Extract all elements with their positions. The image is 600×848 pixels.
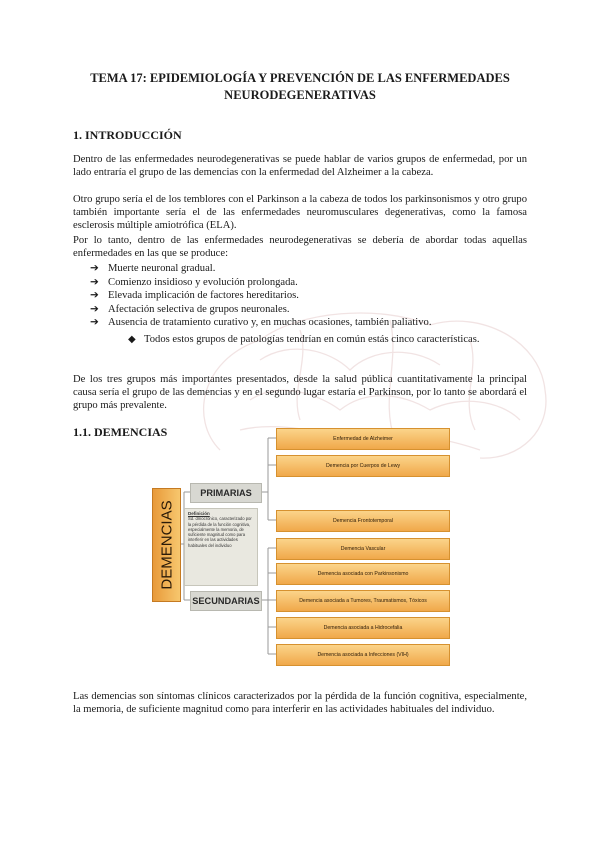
list-item: ➔ Ausencia de tratamiento curativo y, en muchas ocasiones, también paliativo. xyxy=(90,317,432,329)
diagram-leaf-parkinsonismo: Demencia asociada con Parkinsonismo xyxy=(276,563,450,585)
diagram-leaf-vascular: Demencia Vascular xyxy=(276,538,450,560)
diagram-leaf-frontotemporal: Demencia Frontotemporal xyxy=(276,510,450,532)
document-title: TEMA 17: EPIDEMIOLOGÍA Y PREVENCIÓN DE LAS ENFERMEDADES NEURODEGENERATIVAS xyxy=(90,71,510,102)
diagram-leaf-tumores: Demencia asociada a Tumores, Traumatismos, Tóxicos xyxy=(276,590,450,612)
list-item: ➔ Comienzo insidioso y evolución prolongada. xyxy=(90,276,298,288)
sub-bullet xyxy=(128,333,527,346)
list-item: ➔ Muerte neuronal gradual. xyxy=(90,263,216,274)
section-heading-demencias: 1.1. DEMENCIAS xyxy=(73,425,168,439)
paragraph-5: Las demencias son síntomas clínicos caracterizados por la pérdida de la función cognitiva, especialmente, la memoria, de suficiente magnitud como para interferir en las actividades habituales del individuo. xyxy=(73,691,527,716)
paragraph-3: Por lo tanto, dentro de las enfermedades neurodegenerativas se debería de abordar todas aquellas enfermedades en las que se produce: xyxy=(73,235,527,260)
arrow-right-icon: ➔ xyxy=(90,290,99,302)
diamond-bullet-icon: ◆ xyxy=(128,334,136,345)
arrow-right-icon: ➔ xyxy=(90,276,99,288)
definition-title: Definición xyxy=(188,511,210,516)
list-item: ➔ Afectación selectiva de grupos neuronales. xyxy=(90,303,290,315)
definition-text: Sd. dmocrónico, caracterizado por la pérdida de la función cognitiva, especialmente la memoria, de suficiente magnitud como para interferir en las actividades habituales del individuo xyxy=(188,516,252,548)
paragraph-2: Otro grupo sería el de los temblores con el Parkinson a la cabeza de todos los parkinsonismos y otro grupo también importante sería el de las enfermedades neuromusculares degenerativas, como la famosa esclerosis múltiple amiotrófica (ELA). xyxy=(73,194,527,232)
characteristics-list xyxy=(90,262,432,330)
arrow-right-icon: ➔ xyxy=(90,263,99,274)
section-heading-introduccion: 1. INTRODUCCIÓN xyxy=(73,128,182,142)
arrow-right-icon: ➔ xyxy=(90,317,99,329)
list-item: ➔ Elevada implicación de factores hereditarios. xyxy=(90,290,299,302)
diagram-leaf-infecciones: Demencia asociada a Infecciones (VIH) xyxy=(276,644,450,666)
arrow-right-icon: ➔ xyxy=(90,303,99,315)
diagram-node-primarias: PRIMARIAS xyxy=(190,483,262,503)
diagram-leaf-lewy: Demencia por Cuerpos de Lewy xyxy=(276,455,450,477)
diagram-definition-box xyxy=(184,508,258,586)
paragraph-1: Dentro de las enfermedades neurodegenerativas se puede hablar de varios grupos de enfermedad, por un lado entraría el grupo de las demencias con la enfermedad del Alzheimer a la cabeza. xyxy=(73,154,527,179)
diagram-node-secundarias: SECUNDARIAS xyxy=(190,591,262,611)
diagram-root-demencias: DEMENCIAS xyxy=(152,488,181,602)
diagram-leaf-hidrocefalia: Demencia asociada a Hidrocefalia xyxy=(276,617,450,639)
diagram-leaf-alzheimer: Enfermedad de Alzheimer xyxy=(276,428,450,450)
paragraph-4: De los tres grupos más importantes presentados, desde la salud pública cuantitativamente la principal causa sería el grupo de las demencias y en el segundo lugar estaría el Parkinson, por lo tanto se abordará el grupo más prevalente. xyxy=(73,374,527,412)
sub-bullet-text: Todos estos grupos de patologías tendrían en común estás cinco características. xyxy=(144,334,480,345)
